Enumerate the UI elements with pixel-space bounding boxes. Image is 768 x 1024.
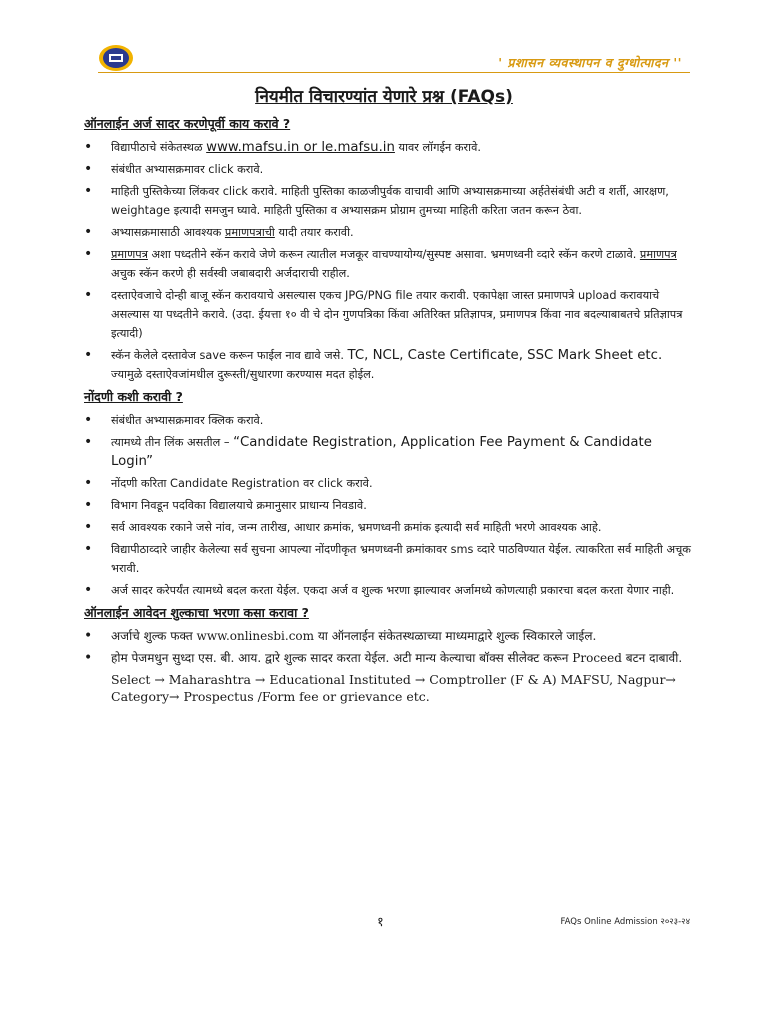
item-text: अर्ज सादर करेपर्यंत त्यामध्ये बदल करता येईल. एकदा अर्ज व शुल्क भरणा झाल्यावर अर्जामध्ये कोणत्याही प्रकारचा बदल करता येणार नाही.	[111, 584, 675, 597]
item-text: माहिती पुस्तिकेच्या लिंकवर click करावे. माहिती पुस्तिका काळजीपुर्वक वाचावी आणि अभ्यासक्रमाच्या अर्हतेसंबंधी अटी व शर्ती, आरक्षण, weightage इत्यादी समजुन घ्यावे. माहिती पुस्तिका व अभ्यासक्रम प्रोग्राम तुमच्या माहिती करिता जतन करून ठेवा.	[111, 185, 669, 217]
underlined-text: प्रमाणपत्र	[111, 248, 148, 261]
bullet-list	[84, 411, 694, 600]
list-item	[84, 160, 694, 179]
section-heading: ऑनलाईन अर्ज सादर करणेपूर्वी काय करावे ?	[84, 116, 291, 131]
faq-content	[84, 114, 694, 705]
list-item	[84, 182, 694, 220]
item-text: विद्यापीठाव्दारे जाहीर केलेल्या सर्व सुचना आपल्या नोंदणीकृत भ्रमणध्वनी क्रमांकावर sms व्दारे पाठविण्यात येईल. त्याकरिता सर्व माहिती अचूक भरावी.	[111, 543, 691, 575]
header-rule	[98, 72, 690, 73]
footer-text: FAQs Online Admission २०२३-२४	[560, 917, 690, 927]
item-text: यादी तयार करावी.	[274, 226, 354, 239]
list-item	[84, 223, 694, 242]
list-item	[84, 540, 694, 578]
underlined-text: www.mafsu.in or le.mafsu.in	[206, 140, 395, 155]
item-text: सर्व आवश्यक रकाने जसे नांव, जन्म तारीख, आधार क्रमांक, भ्रमणध्वनी क्रमांक इत्यादी सर्व माहिती भरणे आवश्यक आहे.	[111, 521, 602, 534]
item-text: अभ्यासक्रमासाठी आवश्यक	[111, 226, 225, 239]
item-text: अशा पध्दतीने स्कॅन करावे जेणे करून त्यातील मजकूर वाचण्यायोग्य/सुस्पष्ट असावा. भ्रमणध्वनी व्दारे स्कॅन करणे टाळावे.	[147, 248, 640, 261]
item-text: यावर लॉगईन करावे.	[394, 141, 481, 154]
list-item	[84, 627, 694, 646]
bullet-list	[84, 138, 694, 384]
item-text: ज्यामुळे दस्ताऐवजांमधील दुरूस्ती/सुधारणा करण्यास मदत होईल.	[111, 368, 375, 381]
list-item	[84, 346, 694, 384]
list-item	[84, 496, 694, 515]
navigation-path: Select → Maharashtra → Educational Instituted → Comptroller (F & A) MAFSU, Nagpur→ Category→ Prospectus /Form fee or grievance etc.	[111, 672, 676, 704]
item-text: “Candidate Registration, Application Fee Payment & Candidate Login”	[111, 435, 652, 469]
university-seal-icon	[98, 44, 134, 72]
list-item	[84, 286, 694, 343]
header-tagline: ' प्रशासन व्यवस्थापन व दुग्धोत्पादन ''	[498, 55, 682, 70]
list-item	[84, 138, 694, 157]
list-item	[84, 245, 694, 283]
bullet-list	[84, 627, 694, 668]
list-item	[84, 518, 694, 537]
page-title: नियमीत विचारण्यांत येणारे प्रश्न (FAQs)	[255, 87, 513, 107]
item-text: नोंदणी करिता Candidate Registration वर click करावे.	[111, 477, 373, 490]
item-text: अर्जाचे शुल्क फक्त www.onlinesbi.com या ऑनलाईन संकेतस्थळाच्या माध्यमाद्वारे शुल्क स्विकारले जाईल.	[111, 629, 597, 643]
item-text: अचुक स्कॅन करणे ही सर्वस्वी जबाबदारी अर्जदाराची राहील.	[111, 267, 350, 280]
page-header	[98, 44, 690, 76]
item-text: दस्ताऐवजाचे दोन्ही बाजू स्कॅन करावयाचे असल्यास एकच JPG/PNG file तयार करावी. एकापेक्षा जास्त प्रमाणपत्रे upload करावयाचे असल्यास या पध्दतीने करावे. (उदा. ईयत्ता १० वी चे दोन गुणपत्रिका किंवा अतिरिक्त प्रतिज्ञापत्र, प्रमाणपत्र किंवा नाव बदल्याबाबतचे प्रतिज्ञापत्र इत्यादी)	[111, 289, 683, 340]
item-text: होम पेजमधुन सुध्दा एस. बी. आय. द्वारे शुल्क सादर करता येईल. अटी मान्य केल्याचा बॉक्स सीलेक्ट करून Proceed बटन दाबावी.	[111, 651, 683, 665]
item-text: विभाग निवडून पदविका विद्यालयाचे क्रमानुसार प्राधान्य निवडावे.	[111, 499, 367, 512]
list-item	[84, 433, 694, 471]
underlined-text: प्रमाणपत्र	[639, 248, 677, 261]
page-number: १	[377, 915, 384, 930]
item-text: स्कॅन केलेले दस्तावेज save करून फाईल नाव द्यावे जसे.	[111, 349, 348, 362]
list-item	[84, 581, 694, 600]
item-text: संबंधीत अभ्यासक्रमावर click करावे.	[111, 163, 264, 176]
underlined-text: प्रमाणपत्राची	[224, 226, 275, 239]
section-heading: नोंदणी कशी करावी ?	[84, 389, 183, 404]
item-text: संबंधीत अभ्यासक्रमावर क्लिक करावे.	[111, 414, 264, 427]
item-text: त्यामध्ये तीन लिंक असतील –	[111, 436, 234, 449]
item-text: विद्यापीठाचे संकेतस्थळ	[111, 141, 207, 154]
section-heading: ऑनलाईन आवेदन शुल्काचा भरणा कसा करावा ?	[84, 605, 309, 620]
item-text: TC, NCL, Caste Certificate, SSC Mark Sheet etc.	[347, 348, 663, 363]
list-item	[84, 474, 694, 493]
list-item	[84, 649, 694, 668]
list-item	[84, 411, 694, 430]
